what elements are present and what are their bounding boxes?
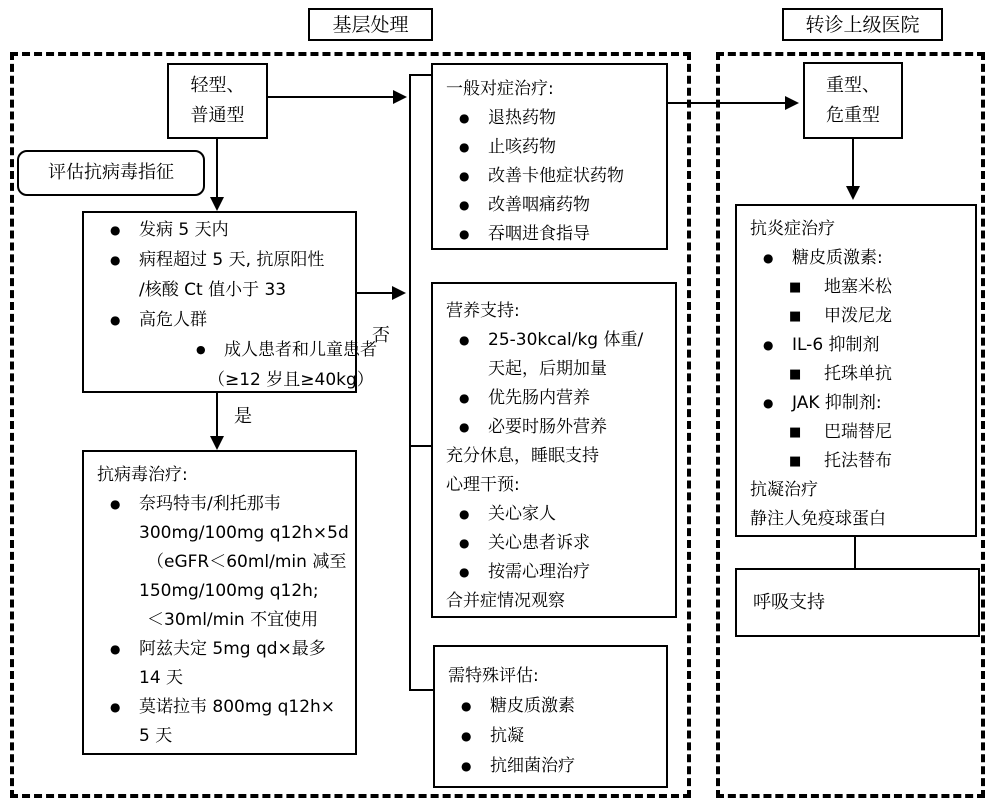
arrow-right-icon [785, 96, 799, 110]
antiviral-item: ● 奈玛特韦/利托那韦 [84, 490, 355, 519]
respiratory-support-label: 呼吸支持 [753, 592, 825, 613]
general-item: ● 改善咽痛药物 [433, 191, 666, 220]
connector-criteria-yes [216, 393, 218, 438]
support-item: 充分休息，睡眠支持 [446, 446, 599, 466]
mild-type-line: 轻型、 [190, 75, 245, 96]
special-title: 需特殊评估: [448, 666, 539, 686]
mild-type-node [167, 63, 268, 139]
antiviral-item: ● 阿兹夫定 5mg qd×最多 [84, 635, 355, 664]
antiinflammatory-subitem: ■ 甲泼尼龙 [737, 302, 975, 331]
connector-antiinflammatory-to-respiratory [854, 537, 856, 568]
antiviral-item: ● 莫诺拉韦 800mg q12h× [84, 693, 355, 722]
antiviral-item: （eGFR＜60ml/min 减至 [147, 552, 347, 572]
connector-severe-to-antiinflammatory [852, 139, 854, 187]
general-item: ● 退热药物 [433, 104, 666, 133]
arrow-down-icon [210, 197, 224, 211]
antiviral-title: 抗病毒治疗: [97, 465, 188, 485]
special-item: ● 抗细菌治疗 [435, 751, 666, 781]
general-title: 一般对症治疗: [446, 79, 554, 99]
criteria-node [82, 211, 377, 393]
general-item: ● 吞咽进食指导 [433, 220, 666, 249]
antiinflammatory-item: 静注人免疫球蛋白 [750, 509, 886, 529]
support-item: 天起，后期加量 [488, 359, 607, 379]
antiviral-item: ＜30ml/min 不宜使用 [147, 610, 319, 630]
support-title: 营养支持: [446, 301, 520, 321]
arrow-right-icon [392, 286, 406, 300]
antiinflammatory-item: 抗凝治疗 [750, 480, 818, 500]
assess-antiviral-node [17, 150, 205, 196]
antiviral-treatment-node [82, 450, 357, 755]
respiratory-support-node [735, 568, 980, 637]
severe-type-line: 危重型 [826, 104, 880, 126]
antiinflammatory-node [735, 204, 977, 537]
antiinflammatory-item: ● JAK 抑制剂: [737, 389, 975, 418]
criteria-item: ● 发病 5 天内 [84, 215, 355, 245]
connector-general-to-severe [668, 102, 786, 104]
spine-branch-general [409, 74, 431, 76]
referral-title-label: 转诊上级医院 [805, 14, 920, 36]
arrow-right-icon [393, 90, 407, 104]
yes-label: 是 [234, 406, 252, 427]
general-treatment-node [431, 63, 668, 250]
mild-type-line: 普通型 [190, 105, 245, 126]
spine-branch-support [409, 445, 432, 447]
primary-care-title-label: 基层处理 [332, 14, 409, 36]
criteria-subitem: （≥12 岁且≥40kg） [208, 370, 374, 390]
special-assessment-node [433, 645, 668, 788]
general-item: ● 改善卡他症状药物 [433, 162, 666, 191]
primary-care-title [308, 8, 433, 41]
antiinflammatory-subitem: ■ 地塞米松 [737, 273, 975, 302]
support-item: 合并症情况观察 [446, 591, 565, 611]
antiviral-item: 14 天 [139, 668, 184, 688]
support-subtitle: 心理干预: [446, 475, 520, 495]
antiviral-item: 5 天 [139, 726, 173, 746]
general-item: ● 止咳药物 [433, 133, 666, 162]
antiinflammatory-subitem: ■ 托珠单抗 [737, 360, 975, 389]
severe-type-line: 重型、 [826, 74, 880, 96]
severe-type-node [803, 62, 903, 139]
special-item: ● 糖皮质激素 [435, 691, 666, 721]
spine-line [409, 75, 411, 691]
connector-mild-to-spine [268, 96, 394, 98]
assess-antiviral-label: 评估抗病毒指征 [48, 162, 174, 183]
support-item: ● 优先肠内营养 [433, 384, 675, 413]
antiviral-item: 150mg/100mg q12h; [139, 581, 319, 601]
support-item: ● 25-30kcal/kg 体重/ [433, 326, 675, 355]
criteria-item: ● 病程超过 5 天, 抗原阳性 [84, 245, 355, 275]
spine-branch-special [409, 689, 434, 691]
antiinflammatory-subitem: ■ 托法替布 [737, 447, 975, 476]
support-node [431, 282, 677, 618]
connector-criteria-no [357, 292, 393, 294]
support-item: ● 按需心理治疗 [433, 558, 675, 587]
no-label: 否 [372, 325, 390, 346]
antiinflammatory-subitem: ■ 巴瑞替尼 [737, 418, 975, 447]
antiinflammatory-item: ● IL-6 抑制剂 [737, 331, 975, 360]
support-item: ● 必要时肠外营养 [433, 413, 675, 442]
criteria-item: /核酸 Ct 值小于 33 [139, 280, 287, 300]
antiinflammatory-item: ● 糖皮质激素: [737, 244, 975, 273]
arrow-down-icon [846, 186, 860, 200]
support-item: ● 关心家人 [433, 500, 675, 529]
antiinflammatory-title: 抗炎症治疗 [750, 219, 835, 239]
special-item: ● 抗凝 [435, 721, 666, 751]
referral-title [782, 8, 943, 41]
criteria-subitem: ● 成人患者和儿童患者 [84, 335, 355, 365]
criteria-item: ● 高危人群 [84, 305, 355, 335]
arrow-down-icon [210, 436, 224, 450]
connector-mild-to-criteria [216, 139, 218, 199]
support-item: ● 关心患者诉求 [433, 529, 675, 558]
antiviral-item: 300mg/100mg q12h×5d [139, 523, 349, 543]
